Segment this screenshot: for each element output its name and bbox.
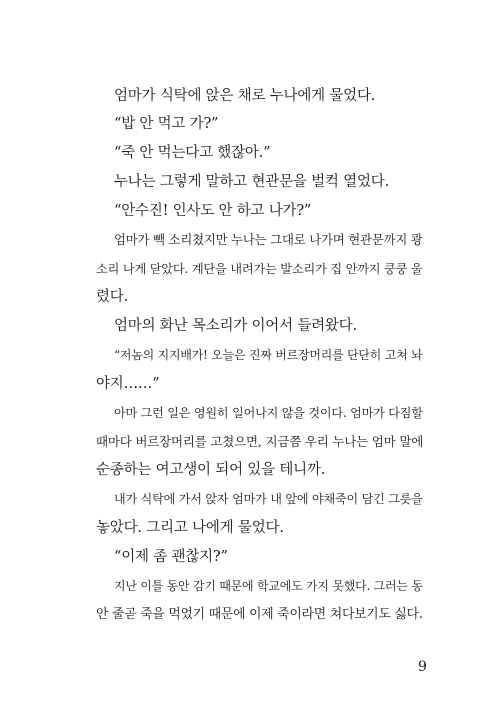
paragraph-line: 소리 나게 닫았다. 계단을 내려가는 발소리가 집 안까지 쿵쿵 울	[96, 262, 423, 276]
paragraph-line: 아마 그런 일은 영원히 일어나지 않을 것이다. 엄마가 다짐할	[114, 406, 423, 420]
paragraph-line: 누나는 그렇게 말하고 현관문을 벌컥 열었다.	[114, 174, 389, 190]
paragraph-line: 야지……”	[96, 376, 160, 392]
paragraph-line: 엄마의 화난 목소리가 이어서 들려왔다.	[114, 318, 357, 334]
paragraph-line: “밥 안 먹고 가?”	[114, 116, 219, 132]
page-number: 9	[418, 659, 427, 675]
paragraph-line: 엄마가 식탁에 앉은 채로 누나에게 물었다.	[114, 88, 376, 104]
paragraph-line: “이제 좀 괜찮지?”	[114, 549, 228, 565]
paragraph-line: “저놈의 지지배가! 오늘은 진짜 버르장머리를 단단히 고쳐 놔	[114, 348, 423, 362]
paragraph-line: 렸다.	[96, 289, 129, 305]
paragraph-line: 때마다 버르장머리를 고쳤으면, 지금쯤 우리 누나는 엄마 말에	[96, 434, 424, 449]
paragraph-line: 순종하는 여고생이 되어 있을 테니까.	[96, 462, 326, 478]
paragraph-line: 내가 식탁에 가서 앉자 엄마가 내 앞에 야채죽이 담긴 그릇을	[114, 492, 423, 506]
paragraph-line: “죽 안 먹는다고 했잖아.”	[114, 145, 271, 161]
paragraph-line: 지난 이틀 동안 감기 때문에 학교에도 가지 못했다. 그러는 동	[114, 579, 423, 593]
paragraph-line: “안수진! 인사도 안 하고 나가?”	[114, 203, 312, 219]
paragraph-line: 안 줄곧 죽을 먹었기 때문에 이제 죽이라면 쳐다보기도 싫다.	[96, 607, 423, 622]
paragraph-line: 엄마가 빽 소리쳤지만 누나는 그대로 나가며 현관문까지 쾅	[114, 232, 423, 247]
paragraph-line: 놓았다. 그리고 나에게 물었다.	[96, 520, 284, 536]
